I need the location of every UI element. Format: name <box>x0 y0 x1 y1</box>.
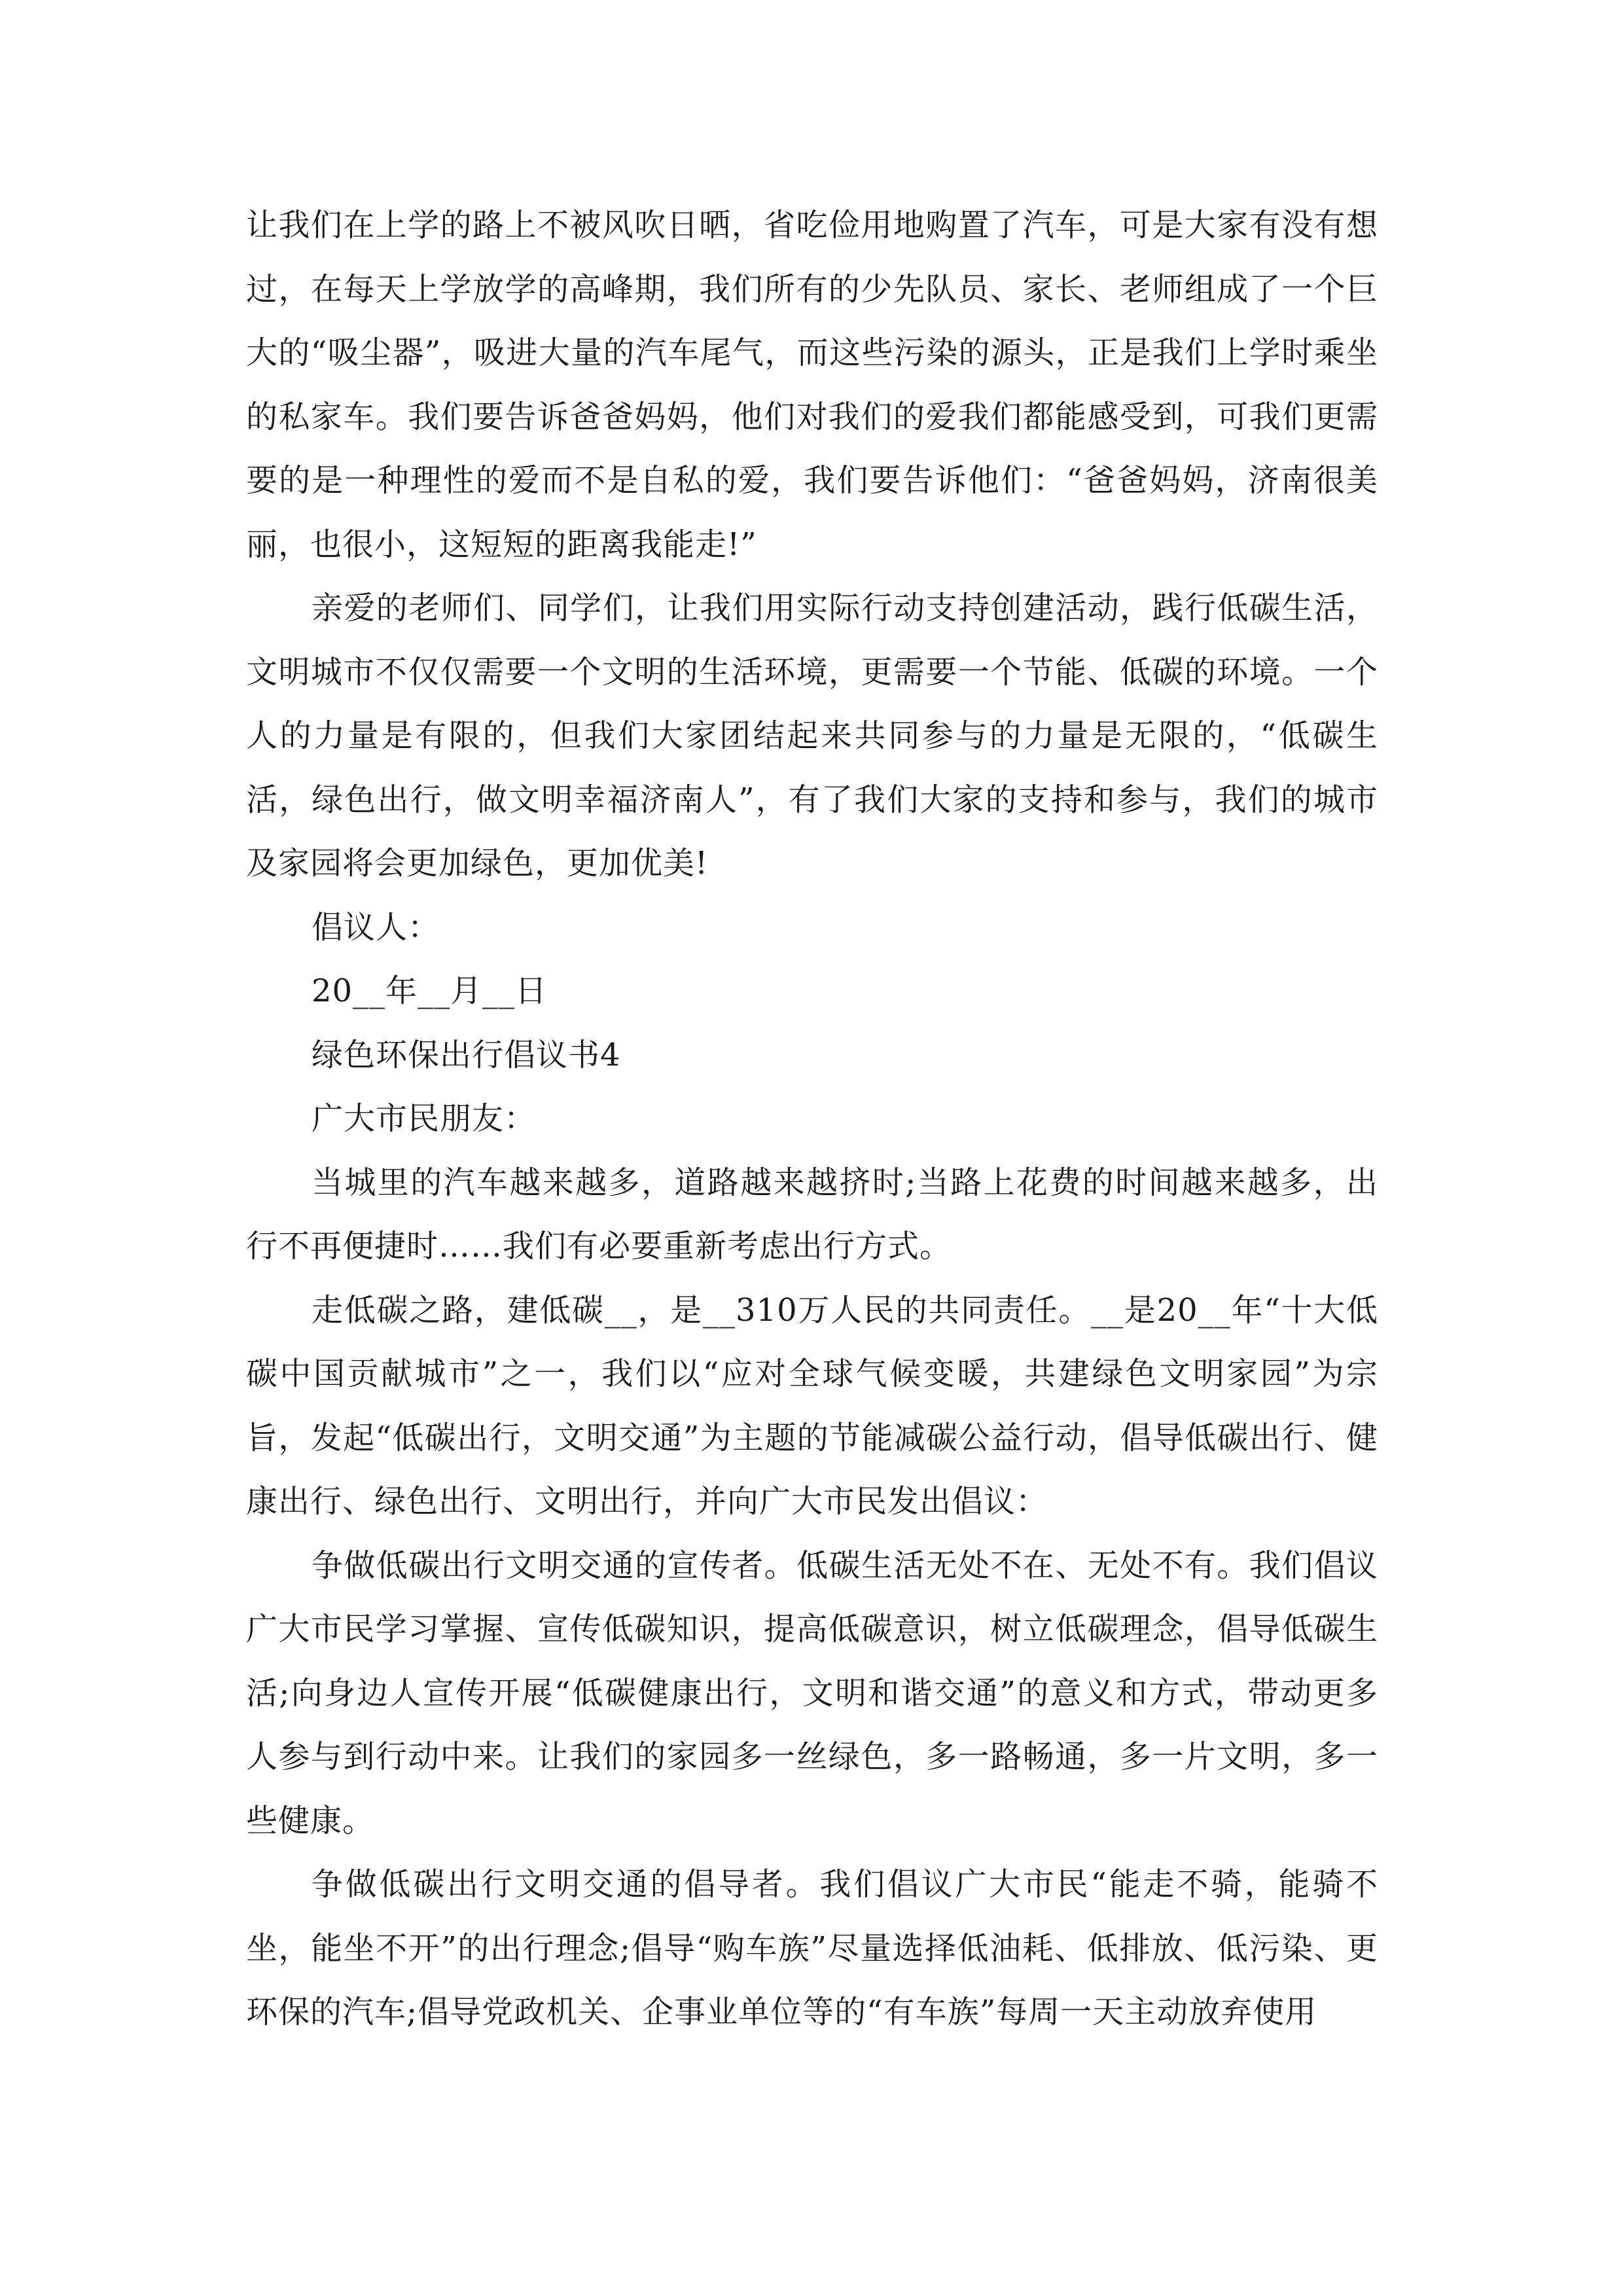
paragraph-advocate: 争做低碳出行文明交通的倡导者。我们倡议广大市民“能走不骑，能骑不坐，能坐不开”的出行理念;倡导“购车族”尽量选择低油耗、低排放、低污染、更环保的汽车;倡导党政机关、企事业单位等的“有车族”每周一天主动放弃使用 <box>246 1866 1378 2030</box>
salutation: 广大市民朋友： <box>312 1100 537 1137</box>
document-page <box>246 194 1378 2045</box>
paragraph-intro: 当城里的汽车越来越多，道路越来越挤时;当路上花费的时间越来越多，出行不再便捷时……我们有必要重新考虑出行方式。 <box>246 1164 1378 1265</box>
paragraph-call-to-action: 亲爱的老师们、同学们，让我们用实际行动支持创建活动，践行低碳生活，文明城市不仅仅需要一个文明的生活环境，更需要一个节能、低碳的环境。一个人的力量是有限的，但我们大家团结起来共同参与的力量是无限的，“低碳生活，绿色出行，做文明幸福济南人”，有了我们大家的支持和参与，我们的城市及家园将会更加绿色，更加优美! <box>246 590 1378 882</box>
section-title: 绿色环保出行倡议书4 <box>312 1036 621 1073</box>
paragraph-low-carbon-road: 走低碳之路，建低碳__，是__310万人民的共同责任。__是20__年“十大低碳中国贡献城市”之一，我们以“应对全球气候变暖，共建绿色文明家园”为宗旨，发起“低碳出行，文明交通”为主题的节能减碳公益行动，倡导低碳出行、健康出行、绿色出行、文明出行，并向广大市民发出倡议： <box>246 1291 1378 1520</box>
signature-label: 倡议人： <box>312 908 440 946</box>
paragraph-continuation: 让我们在上学的路上不被风吹日晒，省吃俭用地购置了汽车，可是大家有没有想过，在每天上学放学的高峰期，我们所有的少先队员、家长、老师组成了一个巨大的“吸尘器”，吸进大量的汽车尾气，而这些污染的源头，正是我们上学时乘坐的私家车。我们要告诉爸爸妈妈，他们对我们的爱我们都能感受到，可我们更需要的是一种理性的爱而不是自私的爱，我们要告诉他们：“爸爸妈妈，济南很美丽，也很小，这短短的距离我能走!” <box>246 207 1378 563</box>
date-line: 20__年__月__日 <box>312 973 548 1009</box>
paragraph-propagandist: 争做低碳出行文明交通的宣传者。低碳生活无处不在、无处不有。我们倡议广大市民学习掌握、宣传低碳知识，提高低碳意识，树立低碳理念，倡导低碳生活;向身边人宣传开展“低碳健康出行，文明和谐交通”的意义和方式，带动更多人参与到行动中来。让我们的家园多一丝绿色，多一路畅通，多一片文明，多一些健康。 <box>246 1547 1378 1839</box>
